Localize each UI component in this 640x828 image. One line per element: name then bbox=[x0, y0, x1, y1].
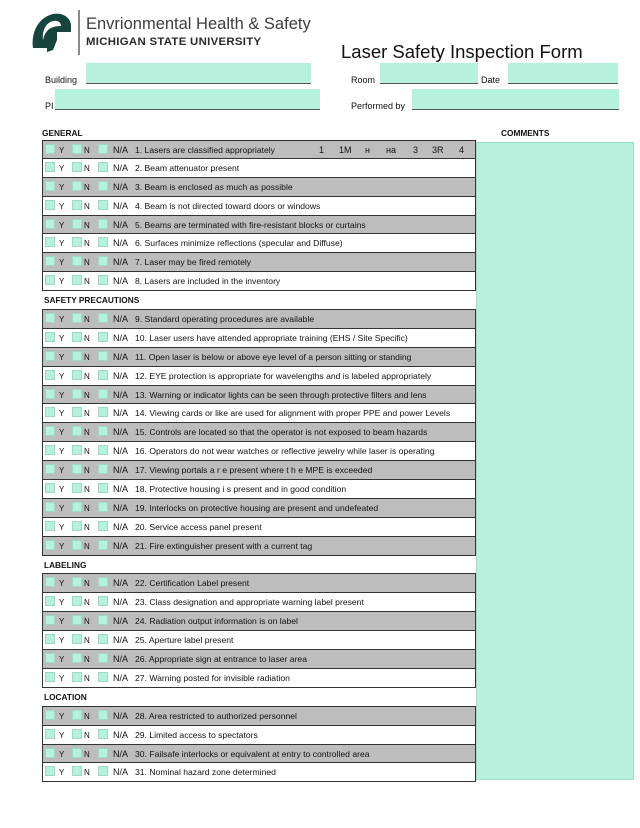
no-checkbox[interactable] bbox=[72, 275, 82, 285]
comments-field[interactable] bbox=[476, 142, 634, 780]
question-text: 15. Controls are located so that the operator is not exposed to beam hazards bbox=[135, 427, 428, 438]
question-text: 1. Lasers are classified appropriately bbox=[135, 145, 275, 155]
na-label: N/A bbox=[113, 616, 129, 627]
general-heading: GENERAL bbox=[42, 128, 83, 138]
no-checkbox[interactable] bbox=[72, 256, 82, 266]
no-label: N bbox=[84, 163, 90, 173]
logo-divider bbox=[78, 10, 80, 55]
na-checkbox[interactable] bbox=[98, 710, 108, 720]
na-checkbox[interactable] bbox=[98, 521, 108, 531]
na-label: N/A bbox=[113, 521, 129, 532]
checklist-row bbox=[42, 234, 476, 253]
na-label: N/A bbox=[113, 540, 129, 551]
na-label: N/A bbox=[113, 672, 129, 683]
no-checkbox[interactable] bbox=[72, 162, 82, 172]
no-label: N bbox=[84, 239, 90, 249]
checklist-row bbox=[42, 348, 476, 367]
yes-label: Y bbox=[59, 730, 65, 740]
na-checkbox[interactable] bbox=[98, 332, 108, 342]
no-checkbox[interactable] bbox=[72, 351, 82, 361]
na-label: N/A bbox=[113, 710, 129, 721]
yes-checkbox[interactable] bbox=[45, 370, 55, 380]
no-checkbox[interactable] bbox=[72, 426, 82, 436]
yes-label: Y bbox=[59, 617, 65, 627]
yes-checkbox[interactable] bbox=[45, 748, 55, 758]
na-checkbox[interactable] bbox=[98, 748, 108, 758]
no-checkbox[interactable] bbox=[72, 577, 82, 587]
no-checkbox[interactable] bbox=[72, 653, 82, 663]
yes-label: Y bbox=[59, 711, 65, 721]
no-label: N bbox=[84, 258, 90, 268]
no-label: N bbox=[84, 390, 90, 400]
question-text: 23. Class designation and appropriate warning label present bbox=[135, 597, 364, 608]
na-label: N/A bbox=[113, 597, 129, 608]
na-label: N/A bbox=[113, 427, 129, 438]
na-checkbox[interactable] bbox=[98, 351, 108, 361]
yes-checkbox[interactable] bbox=[45, 332, 55, 342]
na-label: N/A bbox=[113, 351, 129, 362]
no-checkbox[interactable] bbox=[72, 181, 82, 191]
comments-heading: COMMENTS bbox=[501, 128, 550, 138]
section-heading-row bbox=[42, 291, 476, 310]
na-checkbox[interactable] bbox=[98, 426, 108, 436]
na-label: N/A bbox=[113, 484, 129, 495]
yes-checkbox[interactable] bbox=[45, 521, 55, 531]
question-text: 25. Aperture label present bbox=[135, 635, 234, 646]
org-subtitle: MICHIGAN STATE UNIVERSITY bbox=[86, 36, 262, 48]
no-checkbox[interactable] bbox=[72, 464, 82, 474]
laser-class-option[interactable]: на bbox=[386, 145, 396, 155]
checklist-row bbox=[42, 329, 476, 348]
na-label: N/A bbox=[113, 502, 129, 513]
yes-checkbox[interactable] bbox=[45, 237, 55, 247]
yes-checkbox[interactable] bbox=[45, 275, 55, 285]
question-text: 20. Service access panel present bbox=[135, 521, 262, 532]
no-label: N bbox=[84, 466, 90, 476]
no-checkbox[interactable] bbox=[72, 710, 82, 720]
question-text: 7. Laser may be fired remotely bbox=[135, 257, 252, 268]
question-text: 19. Interlocks on protective housing are present and undefeated bbox=[135, 502, 379, 513]
checklist-row bbox=[42, 650, 476, 669]
yes-checkbox[interactable] bbox=[45, 540, 55, 550]
na-label: N/A bbox=[113, 389, 129, 400]
no-label: N bbox=[84, 541, 90, 551]
no-label: N bbox=[84, 711, 90, 721]
na-checkbox[interactable] bbox=[98, 256, 108, 266]
checklist-row bbox=[42, 707, 476, 726]
question-text: 24. Radiation output information is on label bbox=[135, 616, 298, 627]
na-checkbox[interactable] bbox=[98, 502, 108, 512]
no-checkbox[interactable] bbox=[72, 521, 82, 531]
na-label: N/A bbox=[113, 465, 129, 476]
yes-checkbox[interactable] bbox=[45, 577, 55, 587]
inspection-checklist bbox=[42, 140, 476, 782]
yes-checkbox[interactable] bbox=[45, 672, 55, 682]
yes-checkbox[interactable] bbox=[45, 729, 55, 739]
no-label: N bbox=[84, 636, 90, 646]
yes-label: Y bbox=[59, 598, 65, 608]
question-text: 31. Nominal hazard zone determined bbox=[135, 767, 276, 778]
yes-label: Y bbox=[59, 390, 65, 400]
yes-checkbox[interactable] bbox=[45, 407, 55, 417]
na-checkbox[interactable] bbox=[98, 672, 108, 682]
yes-checkbox[interactable] bbox=[45, 313, 55, 323]
checklist-row bbox=[42, 461, 476, 480]
room-label: Room bbox=[351, 75, 376, 85]
section-heading-row bbox=[42, 688, 476, 707]
na-label: N/A bbox=[113, 654, 129, 665]
no-checkbox[interactable] bbox=[72, 766, 82, 776]
form-title: Laser Safety Inspection Form bbox=[341, 41, 583, 62]
no-label: N bbox=[84, 673, 90, 683]
yes-label: Y bbox=[59, 201, 65, 211]
na-checkbox[interactable] bbox=[98, 540, 108, 550]
yes-checkbox[interactable] bbox=[45, 181, 55, 191]
no-checkbox[interactable] bbox=[72, 502, 82, 512]
question-text: 10. Laser users have attended appropriate training (EHS / Site Specific) bbox=[135, 332, 408, 343]
no-checkbox[interactable] bbox=[72, 313, 82, 323]
checklist-row bbox=[42, 537, 476, 556]
yes-label: Y bbox=[59, 163, 65, 173]
question-text: 3. Beam is enclosed as much as possible bbox=[135, 181, 293, 192]
checklist-row bbox=[42, 631, 476, 650]
question-text: 5. Beams are terminated with fire-resistant blocks or curtains bbox=[135, 219, 366, 230]
no-label: N bbox=[84, 749, 90, 759]
checklist-row bbox=[42, 310, 476, 329]
na-label: N/A bbox=[113, 332, 129, 343]
no-label: N bbox=[84, 371, 90, 381]
yes-checkbox[interactable] bbox=[45, 596, 55, 606]
na-label: N/A bbox=[113, 748, 129, 759]
org-name: Envrionmental Health & Safety bbox=[86, 15, 311, 33]
yes-checkbox[interactable] bbox=[45, 426, 55, 436]
checklist-row bbox=[42, 386, 476, 405]
question-text: 27. Warning posted for invisible radiation bbox=[135, 672, 290, 683]
yes-checkbox[interactable] bbox=[45, 144, 55, 154]
na-checkbox[interactable] bbox=[98, 483, 108, 493]
na-label: N/A bbox=[113, 200, 129, 211]
no-label: N bbox=[84, 315, 90, 325]
spartan-helmet-logo bbox=[27, 10, 75, 54]
question-text: 6. Surfaces minimize reflections (specular and Diffuse) bbox=[135, 238, 343, 249]
no-label: N bbox=[84, 485, 90, 495]
yes-checkbox[interactable] bbox=[45, 710, 55, 720]
na-label: N/A bbox=[113, 257, 129, 268]
section-title: LABELING bbox=[44, 559, 87, 570]
yes-label: Y bbox=[59, 277, 65, 287]
question-text: 12. EYE protection is appropriate for wavelengths and is labeled appropriately bbox=[135, 370, 432, 381]
yes-checkbox[interactable] bbox=[45, 351, 55, 361]
no-checkbox[interactable] bbox=[72, 540, 82, 550]
question-text: 17. Viewing portals a r e present where t h e MPE is exceeded bbox=[135, 465, 373, 476]
yes-checkbox[interactable] bbox=[45, 256, 55, 266]
na-checkbox[interactable] bbox=[98, 219, 108, 229]
checklist-row bbox=[42, 745, 476, 764]
question-text: 30. Failsafe interlocks or equivalent at entry to controlled area bbox=[135, 748, 370, 759]
na-checkbox[interactable] bbox=[98, 464, 108, 474]
no-label: N bbox=[84, 447, 90, 457]
pi-field[interactable] bbox=[55, 89, 320, 110]
section-title: SAFETY PRECAUTIONS bbox=[44, 295, 140, 306]
yes-label: Y bbox=[59, 182, 65, 192]
yes-label: Y bbox=[59, 749, 65, 759]
question-text: 13. Warning or indicator lights can be seen through protective filters and lens bbox=[135, 389, 427, 400]
yes-label: Y bbox=[59, 768, 65, 778]
na-checkbox[interactable] bbox=[98, 181, 108, 191]
na-checkbox[interactable] bbox=[98, 729, 108, 739]
yes-label: Y bbox=[59, 239, 65, 249]
no-label: N bbox=[84, 579, 90, 589]
na-label: N/A bbox=[113, 767, 129, 778]
checklist-row bbox=[42, 612, 476, 631]
na-checkbox[interactable] bbox=[98, 144, 108, 154]
checklist-row bbox=[42, 253, 476, 272]
checklist-row bbox=[42, 404, 476, 423]
no-checkbox[interactable] bbox=[72, 219, 82, 229]
no-checkbox[interactable] bbox=[72, 615, 82, 625]
checklist-row bbox=[42, 593, 476, 612]
yes-label: Y bbox=[59, 428, 65, 438]
na-checkbox[interactable] bbox=[98, 237, 108, 247]
yes-checkbox[interactable] bbox=[45, 389, 55, 399]
yes-label: Y bbox=[59, 315, 65, 325]
no-checkbox[interactable] bbox=[72, 332, 82, 342]
checklist-row bbox=[42, 763, 476, 782]
checklist-row bbox=[42, 159, 476, 178]
checklist-row bbox=[42, 480, 476, 499]
no-checkbox[interactable] bbox=[72, 389, 82, 399]
no-label: N bbox=[84, 503, 90, 513]
yes-label: Y bbox=[59, 503, 65, 513]
building-field[interactable] bbox=[86, 63, 311, 84]
yes-label: Y bbox=[59, 220, 65, 230]
yes-label: Y bbox=[59, 371, 65, 381]
laser-class-option[interactable]: 4 bbox=[459, 145, 465, 155]
yes-checkbox[interactable] bbox=[45, 615, 55, 625]
no-label: N bbox=[84, 201, 90, 211]
yes-label: Y bbox=[59, 258, 65, 268]
no-label: N bbox=[84, 730, 90, 740]
checklist-row bbox=[42, 216, 476, 235]
yes-label: Y bbox=[59, 333, 65, 343]
no-checkbox[interactable] bbox=[72, 596, 82, 606]
no-checkbox[interactable] bbox=[72, 370, 82, 380]
yes-checkbox[interactable] bbox=[45, 634, 55, 644]
na-label: N/A bbox=[113, 181, 129, 192]
checklist-row bbox=[42, 423, 476, 442]
no-label: N bbox=[84, 598, 90, 608]
date-label: Date bbox=[481, 75, 501, 85]
no-checkbox[interactable] bbox=[72, 483, 82, 493]
no-label: N bbox=[84, 522, 90, 532]
na-checkbox[interactable] bbox=[98, 162, 108, 172]
performed-by-field[interactable] bbox=[412, 89, 619, 110]
no-checkbox[interactable] bbox=[72, 200, 82, 210]
question-text: 4. Beam is not directed toward doors or windows bbox=[135, 200, 321, 211]
na-checkbox[interactable] bbox=[98, 313, 108, 323]
date-field[interactable] bbox=[508, 63, 618, 84]
na-label: N/A bbox=[113, 578, 129, 589]
yes-label: Y bbox=[59, 579, 65, 589]
no-label: N bbox=[84, 146, 90, 155]
na-label: N/A bbox=[113, 446, 129, 457]
na-label: N/A bbox=[113, 145, 129, 155]
na-label: N/A bbox=[113, 314, 129, 325]
checklist-row bbox=[42, 574, 476, 593]
yes-label: Y bbox=[59, 522, 65, 532]
yes-label: Y bbox=[59, 636, 65, 646]
question-text: 22. Certification Label present bbox=[135, 578, 250, 589]
no-label: N bbox=[84, 352, 90, 362]
no-label: N bbox=[84, 220, 90, 230]
na-checkbox[interactable] bbox=[98, 370, 108, 380]
checklist-row bbox=[42, 726, 476, 745]
room-field[interactable] bbox=[380, 63, 478, 84]
yes-checkbox[interactable] bbox=[45, 502, 55, 512]
na-checkbox[interactable] bbox=[98, 766, 108, 776]
no-checkbox[interactable] bbox=[72, 729, 82, 739]
checklist-row bbox=[42, 518, 476, 537]
question-text: 26. Appropriate sign at entrance to laser area bbox=[135, 654, 307, 665]
performed-by-label: Performed by bbox=[351, 101, 406, 111]
no-checkbox[interactable] bbox=[72, 407, 82, 417]
yes-label: Y bbox=[59, 673, 65, 683]
no-checkbox[interactable] bbox=[72, 634, 82, 644]
checklist-row bbox=[42, 442, 476, 461]
na-checkbox[interactable] bbox=[98, 200, 108, 210]
checklist-row bbox=[42, 367, 476, 386]
na-checkbox[interactable] bbox=[98, 389, 108, 399]
question-text: 28. Area restricted to authorized personnel bbox=[135, 710, 297, 721]
laser-class-option[interactable]: 1 bbox=[319, 145, 325, 155]
na-checkbox[interactable] bbox=[98, 445, 108, 455]
section-heading-row bbox=[42, 556, 476, 575]
no-label: N bbox=[84, 409, 90, 419]
na-checkbox[interactable] bbox=[98, 275, 108, 285]
yes-checkbox[interactable] bbox=[45, 219, 55, 229]
question-text: 16. Operators do not wear watches or reflective jewelry while laser is operating bbox=[135, 446, 435, 457]
yes-label: Y bbox=[59, 466, 65, 476]
question-text: 9. Standard operating procedures are available bbox=[135, 314, 315, 325]
na-label: N/A bbox=[113, 408, 129, 419]
na-label: N/A bbox=[113, 370, 129, 381]
no-checkbox[interactable] bbox=[72, 237, 82, 247]
checklist-row bbox=[42, 178, 476, 197]
checklist-row bbox=[42, 272, 476, 291]
na-checkbox[interactable] bbox=[98, 407, 108, 417]
yes-checkbox[interactable] bbox=[45, 483, 55, 493]
no-label: N bbox=[84, 277, 90, 287]
question-text: 14. Viewing cards or like are used for alignment with proper PPE and power Levels bbox=[135, 408, 451, 419]
yes-checkbox[interactable] bbox=[45, 464, 55, 474]
na-label: N/A bbox=[113, 635, 129, 646]
na-checkbox[interactable] bbox=[98, 634, 108, 644]
question-text: 8. Lasers are included in the inventory bbox=[135, 276, 281, 287]
na-label: N/A bbox=[113, 219, 129, 230]
no-checkbox[interactable] bbox=[72, 672, 82, 682]
building-label: Building bbox=[45, 75, 78, 85]
no-checkbox[interactable] bbox=[72, 144, 82, 154]
yes-label: Y bbox=[59, 447, 65, 457]
yes-label: Y bbox=[59, 146, 65, 155]
no-checkbox[interactable] bbox=[72, 445, 82, 455]
yes-label: Y bbox=[59, 352, 65, 362]
no-label: N bbox=[84, 617, 90, 627]
na-checkbox[interactable] bbox=[98, 577, 108, 587]
na-checkbox[interactable] bbox=[98, 596, 108, 606]
section-title: LOCATION bbox=[44, 691, 87, 702]
no-label: N bbox=[84, 182, 90, 192]
pi-label: PI bbox=[45, 101, 54, 111]
laser-class-option[interactable]: н bbox=[365, 145, 370, 155]
laser-class-option[interactable]: 1M bbox=[339, 145, 352, 155]
yes-checkbox[interactable] bbox=[45, 766, 55, 776]
na-checkbox[interactable] bbox=[98, 653, 108, 663]
checklist-row bbox=[42, 197, 476, 216]
na-label: N/A bbox=[113, 276, 129, 287]
yes-checkbox[interactable] bbox=[45, 445, 55, 455]
no-label: N bbox=[84, 428, 90, 438]
no-checkbox[interactable] bbox=[72, 748, 82, 758]
yes-checkbox[interactable] bbox=[45, 653, 55, 663]
yes-label: Y bbox=[59, 655, 65, 665]
question-text: 29. Limited access to spectators bbox=[135, 729, 258, 740]
question-text: 2. Beam attenuator present bbox=[135, 162, 240, 173]
na-label: N/A bbox=[113, 162, 129, 173]
no-label: N bbox=[84, 333, 90, 343]
question-text: 11. Open laser is below or above eye level of a person sitting or standing bbox=[135, 351, 412, 362]
checklist-row bbox=[42, 140, 476, 159]
no-label: N bbox=[84, 768, 90, 778]
yes-label: Y bbox=[59, 485, 65, 495]
laser-class-option[interactable]: 3 bbox=[413, 145, 419, 155]
na-checkbox[interactable] bbox=[98, 615, 108, 625]
yes-checkbox[interactable] bbox=[45, 200, 55, 210]
na-label: N/A bbox=[113, 729, 129, 740]
question-text: 18. Protective housing i s present and in good condition bbox=[135, 484, 347, 495]
yes-label: Y bbox=[59, 409, 65, 419]
checklist-row bbox=[42, 669, 476, 688]
no-label: N bbox=[84, 655, 90, 665]
checklist-row bbox=[42, 499, 476, 518]
question-text: 21. Fire extinguisher present with a current tag bbox=[135, 540, 313, 551]
yes-label: Y bbox=[59, 541, 65, 551]
yes-checkbox[interactable] bbox=[45, 162, 55, 172]
na-label: N/A bbox=[113, 238, 129, 249]
laser-class-option[interactable]: 3R bbox=[432, 145, 444, 155]
